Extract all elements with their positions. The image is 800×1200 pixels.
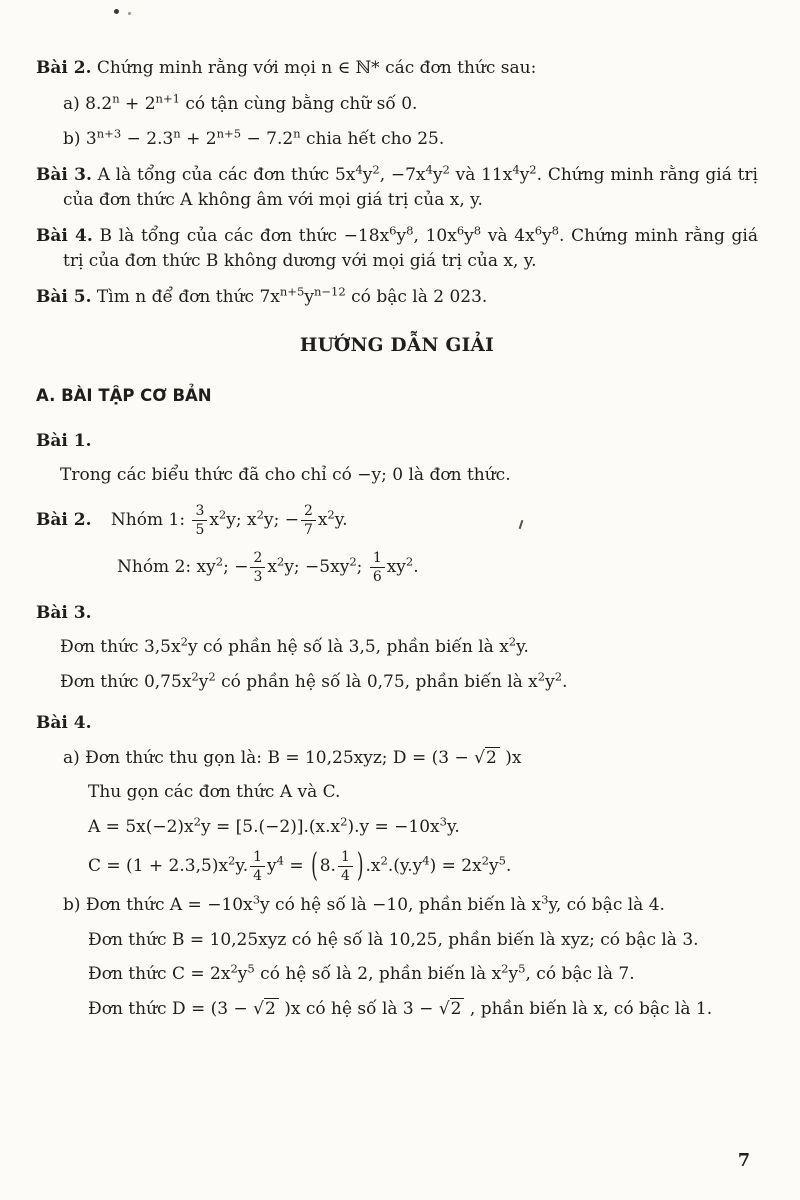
solution-bai4-a-line1: a) Đơn thức thu gọn là: B = 10,25xyz; D = (3 − √2 )x <box>63 747 522 768</box>
solution-bai4-a-line4: $C = (1 + 2.3,5)x^2y$. $\frac{1}{4}$ $y^4$ = ( 8. $\frac{1}{4}$ ) $.x^2.(y.y^4) = 2x^2y^5$. <box>88 847 512 886</box>
solution-bai4-b-line4: Đơn thức D = (3 − √2 )x có hệ số là 3 − √2 , phần biến là x, có bậc là 1. <box>88 998 713 1019</box>
solution-bai3-line2: Đơn thức $0,75x^2y^2$ có phần hệ số là 0,75, phần biến là $x^2y^2$. <box>60 668 568 692</box>
exercise-bai4 <box>36 224 758 275</box>
solution-bai4-label: Bài 4. <box>36 713 92 734</box>
section-a-heading: A. BÀI TẬP CƠ BẢN <box>36 385 212 405</box>
exercise-bai3 <box>36 163 758 214</box>
solution-bai1-line: Trong các biểu thức đã cho chỉ có −y; 0 là đơn thức. <box>60 465 511 485</box>
exercise-bai2 <box>36 56 758 82</box>
exercise-bai5-text: Tìm n để đơn thức $7x^{n+5}y^{n-12}$ có bậc là 2 023. <box>96 283 488 307</box>
exercise-bai2-text: Chứng minh rằng với mọi n ∈ ℕ* các đơn thức sau: <box>96 58 537 78</box>
solution-bai4-a-line3: $A = 5x(-2)x^2y = [5.(-2)].(x.x^2).y = -10x^3y$. <box>88 813 460 837</box>
solution-bai2-label: Bài 2. <box>36 509 92 530</box>
exercise-bai4-label: Bài 4. <box>36 225 93 246</box>
exercise-list <box>36 56 758 310</box>
solution-bai4-b-line1: b) Đơn thức $A = -10x^3y$ có hệ số là −10, phần biến là $x^3y$, có bậc là 4. <box>63 892 665 916</box>
solution-bai2-group2: Nhóm 2: $xy^2$; − $\frac{2}{3}$ $x^2y$; $-5xy^2$; $\frac{1}{6}$ $xy^2$. <box>117 549 419 585</box>
scan-artifact-dot <box>114 9 119 14</box>
exercise-bai5-label: Bài 5. <box>36 286 92 307</box>
exercise-bai5 <box>36 285 758 311</box>
exercise-bai4-text: B là tổng của các đơn thức $-18x^6y^8$, $10x^6y^8$ và $4x^6y^8$. Chứng minh rằng giá trị của đơn thức B không dương với mọi giá trị của x, y. <box>63 222 758 271</box>
exercise-bai3-text: A là tổng của các đơn thức $5x^4y^2$, $-7x^4y^2$ và $11x^4y^2$. Chứng minh rằng giá trị của đơn thức A không âm với mọi giá trị của x, y. <box>63 161 758 210</box>
exercise-bai3-label: Bài 3. <box>36 164 92 185</box>
solution-bai4-b-line2: Đơn thức B = 10,25xyz có hệ số là 10,25, phần biến là xyz; có bậc là 3. <box>88 929 699 950</box>
exercise-bai2-label: Bài 2. <box>36 58 92 78</box>
solution-bai4-a-line2: Thu gọn các đơn thức A và C. <box>88 782 341 803</box>
solution-bai4-b-line3: Đơn thức $C = 2x^2y^5$ có hệ số là 2, phần biến là $x^2y^5$, có bậc là 7. <box>88 961 635 985</box>
solution-bai1-label: Bài 1. <box>36 430 92 451</box>
exercise-bai2-item-b: b) $3^{n+3} - 2.3^n + 2^{n+5} - 7.2^n$ chia hết cho 25. <box>63 126 445 149</box>
solution-heading: HƯỚNG DẪN GIẢI <box>299 335 495 356</box>
solution-bai3-label: Bài 3. <box>36 602 92 623</box>
exercise-bai2-item-a: a) $8.2^n + 2^{n+1}$ có tận cùng bằng chữ số 0. <box>63 90 418 114</box>
solution-list <box>36 429 758 1023</box>
solution-bai2 <box>36 503 758 538</box>
solution-bai2-group1: Nhóm 1: $\frac{3}{5}$ $x^2y$; $x^2y$; − $\frac{2}{7}$ $x^2y$. <box>110 502 348 538</box>
solution-bai3-line1: Đơn thức $3,5x^2y$ có phần hệ số là 3,5, phần biến là $x^2y$. <box>60 634 529 658</box>
scan-artifact-speck <box>128 12 131 15</box>
page-number: 7 <box>737 1150 750 1171</box>
